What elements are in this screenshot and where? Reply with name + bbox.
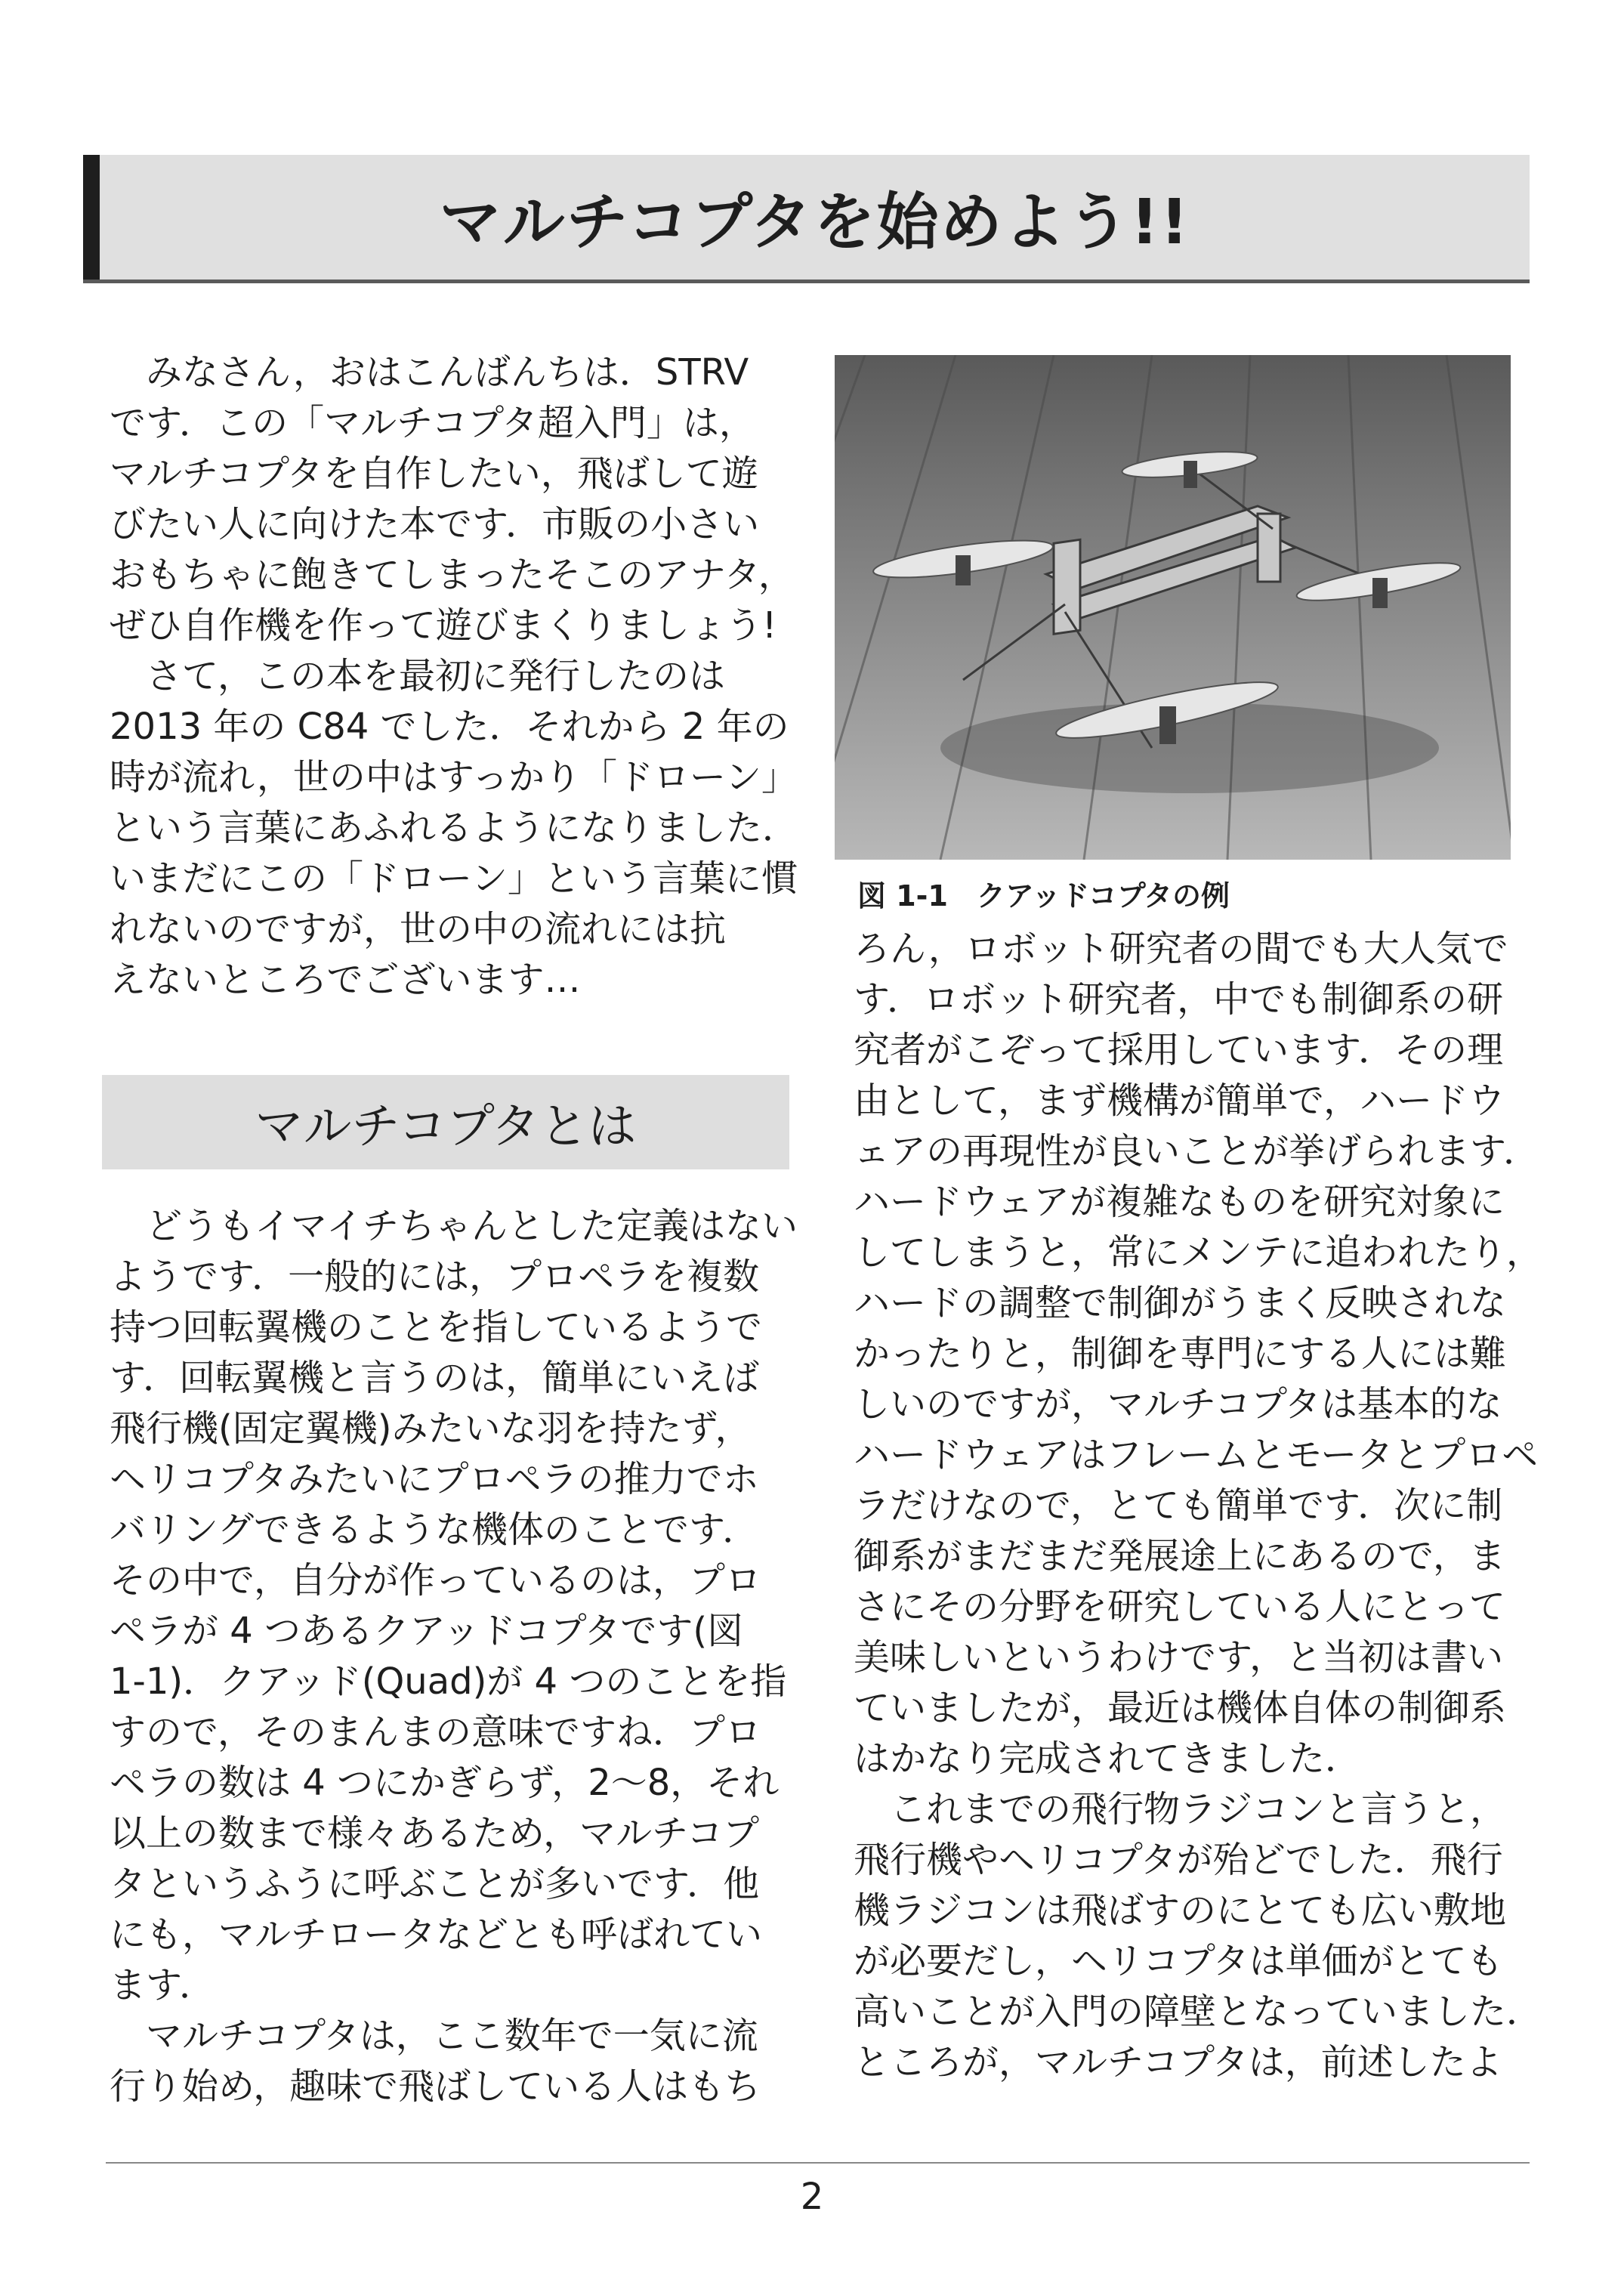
quadcopter-photo — [835, 355, 1511, 860]
page-number: 2 — [800, 2176, 824, 2218]
quadcopter-photo-illustration — [835, 355, 1511, 860]
footer-rule — [106, 2162, 1530, 2164]
section-body: どうもイマイチちゃんとした定義はない ようです．一般的には，プロペラを複数 持つ回転翼機のことを指しているようで す．回転翼機と言うのは，簡単にいえば 飛行機(固定翼機)みたいな羽を持たず， ヘリコプタみたいにプロペラの推力でホ バリングできるような機体のことです． その中で，自分が作っているのは，プロ ペラが 4 つあるクアッドコプタです(図 1-1)．クアッド(Quad)が 4 つのことを指 すので，そのまんまの意味ですね．プロ ペラの数は 4 つにかぎらず，2～8，それ 以上の数まで様々あるため，マルチコプ タというふうに呼ぶことが多いです．他 にも，マルチロータなどとも呼ばれてい ます． マルチコプタは，ここ数年で一気に流 行り始め，趣味で飛ばしている人はもち — [110, 1205, 798, 2108]
section-heading: マルチコプタとは — [102, 1075, 789, 1169]
title-accent-bar — [83, 155, 100, 280]
intro-paragraph: みなさん，おはこんばんちは．STRV です．この「マルチコプタ超入門」は， マルチコプタを自作したい，飛ばして遊 びたい人に向けた本です．市販の小さい おもちゃに飽きてしまったそこのアナタ， ぜひ自作機を作って遊びまくりましょう! さて，この本を最初に発行したのは 2013 年の C84 でした．それから 2 年の 時が流れ，世の中はすっかり「ドローン」 という言葉にあふれるようになりました． いまだにこの「ドローン」という言葉に慣 れないのですが，世の中の流れには抗 えないところでございます… — [110, 351, 799, 1001]
chapter-title: マルチコプタを始めよう!! — [439, 187, 1190, 258]
figure-caption: 図 1-1 クアッドコプタの例 — [857, 879, 1230, 913]
chapter-title-bar — [83, 155, 1530, 283]
right-column-body: ろん，ロボット研究者の間でも大人気で す．ロボット研究者，中でも制御系の研 究者がこぞって採用しています．その理 由として，まず機構が簡単で，ハードウ ェアの再現性が良いことが挙げられます． ハードウェアが複雑なものを研究対象に してしまうと，常にメンテに追われたり， ハードの調整で制御がうまく反映されな かったりと，制御を専門にする人には難 しいのですが，マルチコプタは基本的な ハードウェアはフレームとモータとプロペ ラだけなので，とても簡単です．次に制 御系がまだまだ発展途上にあるので，ま さにその分野を研究している人にとって 美味しいというわけです，と当初は書い ていましたが，最近は機体自体の制御系 はかなり完成されてきました． これまでの飛行物ラジコンと言うと， 飛行機やヘリコプタが殆どでした．飛行 機ラジコンは飛ばすのにとても広い敷地 が必要だし，ヘリコプタは単価がとても 高いことが入門の障壁となっていました． ところが，マルチコプタは，前述したよ — [854, 928, 1543, 2083]
